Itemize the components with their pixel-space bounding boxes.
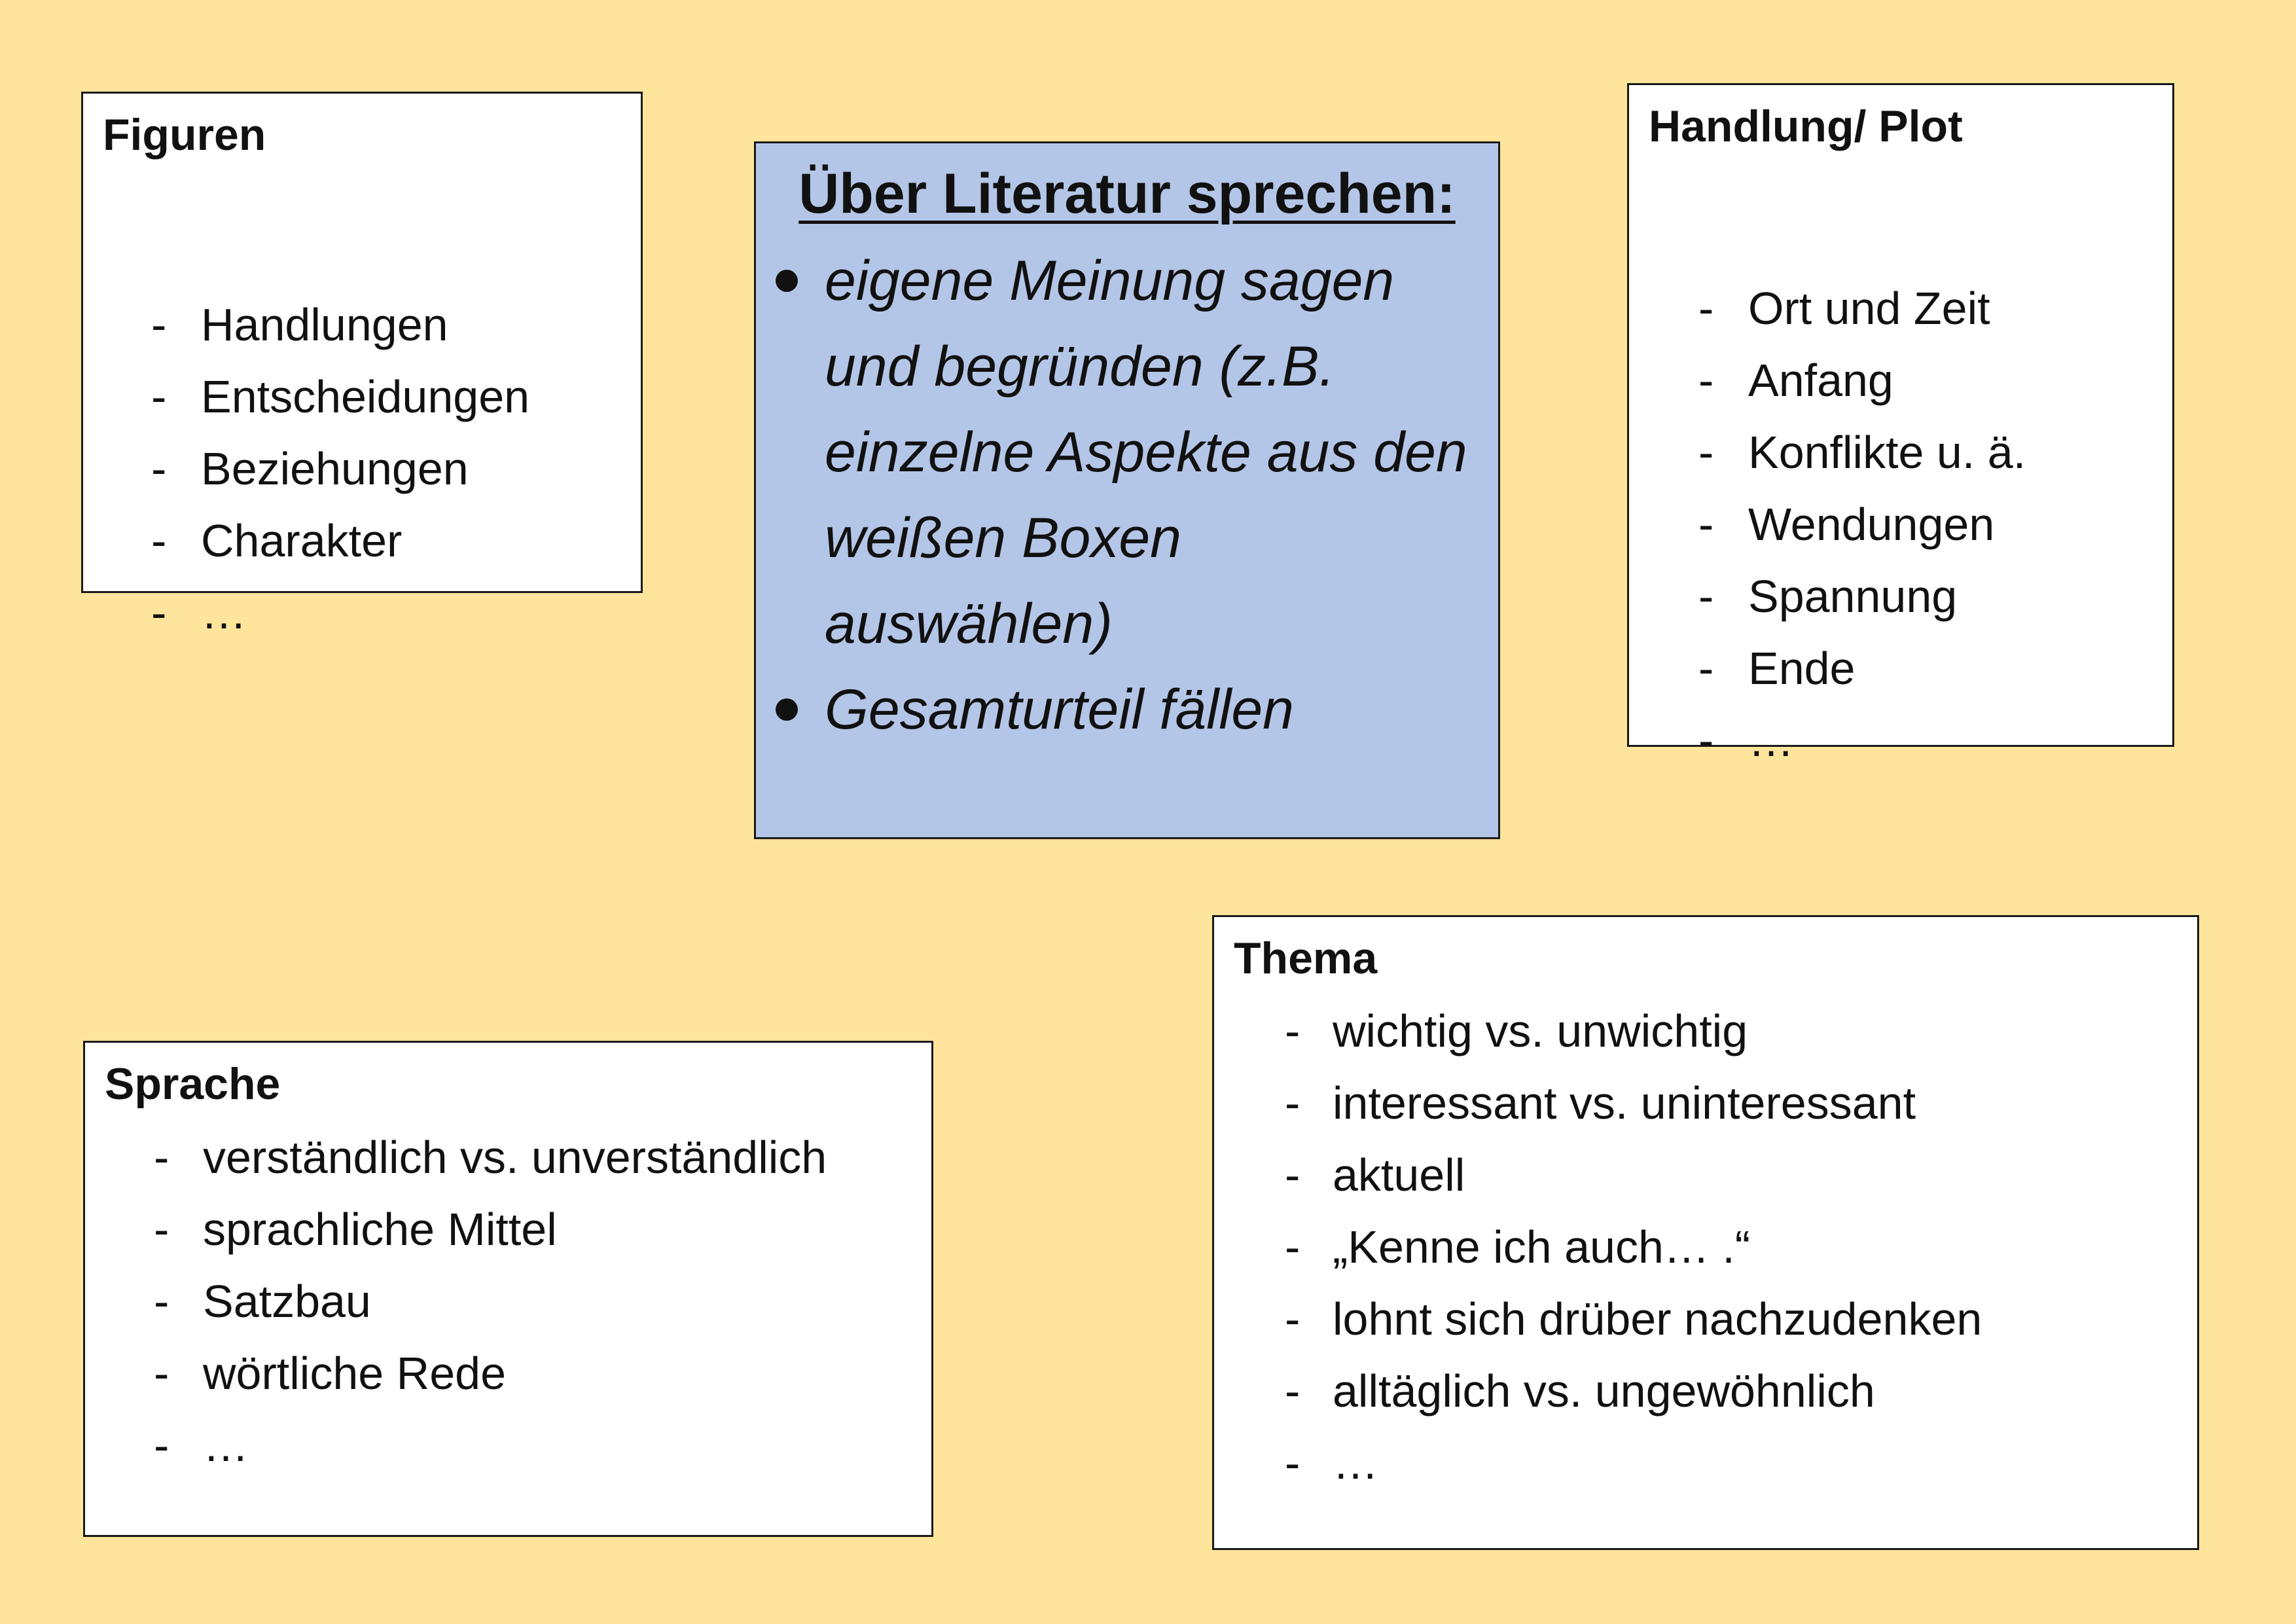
- figuren-box: Figuren - Handlungen - Entscheidungen - Beziehungen - Charakter - …: [81, 92, 643, 593]
- thema-title: Thema: [1234, 933, 1378, 983]
- center-list: [756, 238, 1479, 753]
- bullet-icon: [776, 270, 798, 292]
- thema-box: Thema - wichtig vs. unwichtig - interessant vs. uninteressant - aktuell - „Kenne ich auch… .“ - lohnt sich drüber nachzudenken - alltäglich vs. ungewöhnlich - …: [1212, 915, 2199, 1550]
- handlung-title: Handlung/ Plot: [1649, 101, 1963, 151]
- bullet-icon: [776, 698, 798, 721]
- sprache-title: Sprache: [105, 1059, 281, 1109]
- figuren-title: Figuren: [103, 110, 266, 160]
- ueber-literatur-box: [754, 141, 1500, 839]
- center-list-item: eigene Meinung sagen und begründen (z.B. einzelne Aspekte aus den weißen Boxen auswählen): [756, 238, 1479, 667]
- sprache-box: Sprache - verständlich vs. unverständlich - sprachliche Mittel - Satzbau - wörtliche Rede - …: [83, 1041, 933, 1537]
- center-list-item: Gesamturteil fällen: [756, 667, 1479, 753]
- handlung-box: Handlung/ Plot - Ort und Zeit - Anfang - Konflikte u. ä. - Wendungen - Spannung - Ende - …: [1627, 83, 2174, 747]
- center-title: Über Literatur sprechen:: [798, 162, 1456, 225]
